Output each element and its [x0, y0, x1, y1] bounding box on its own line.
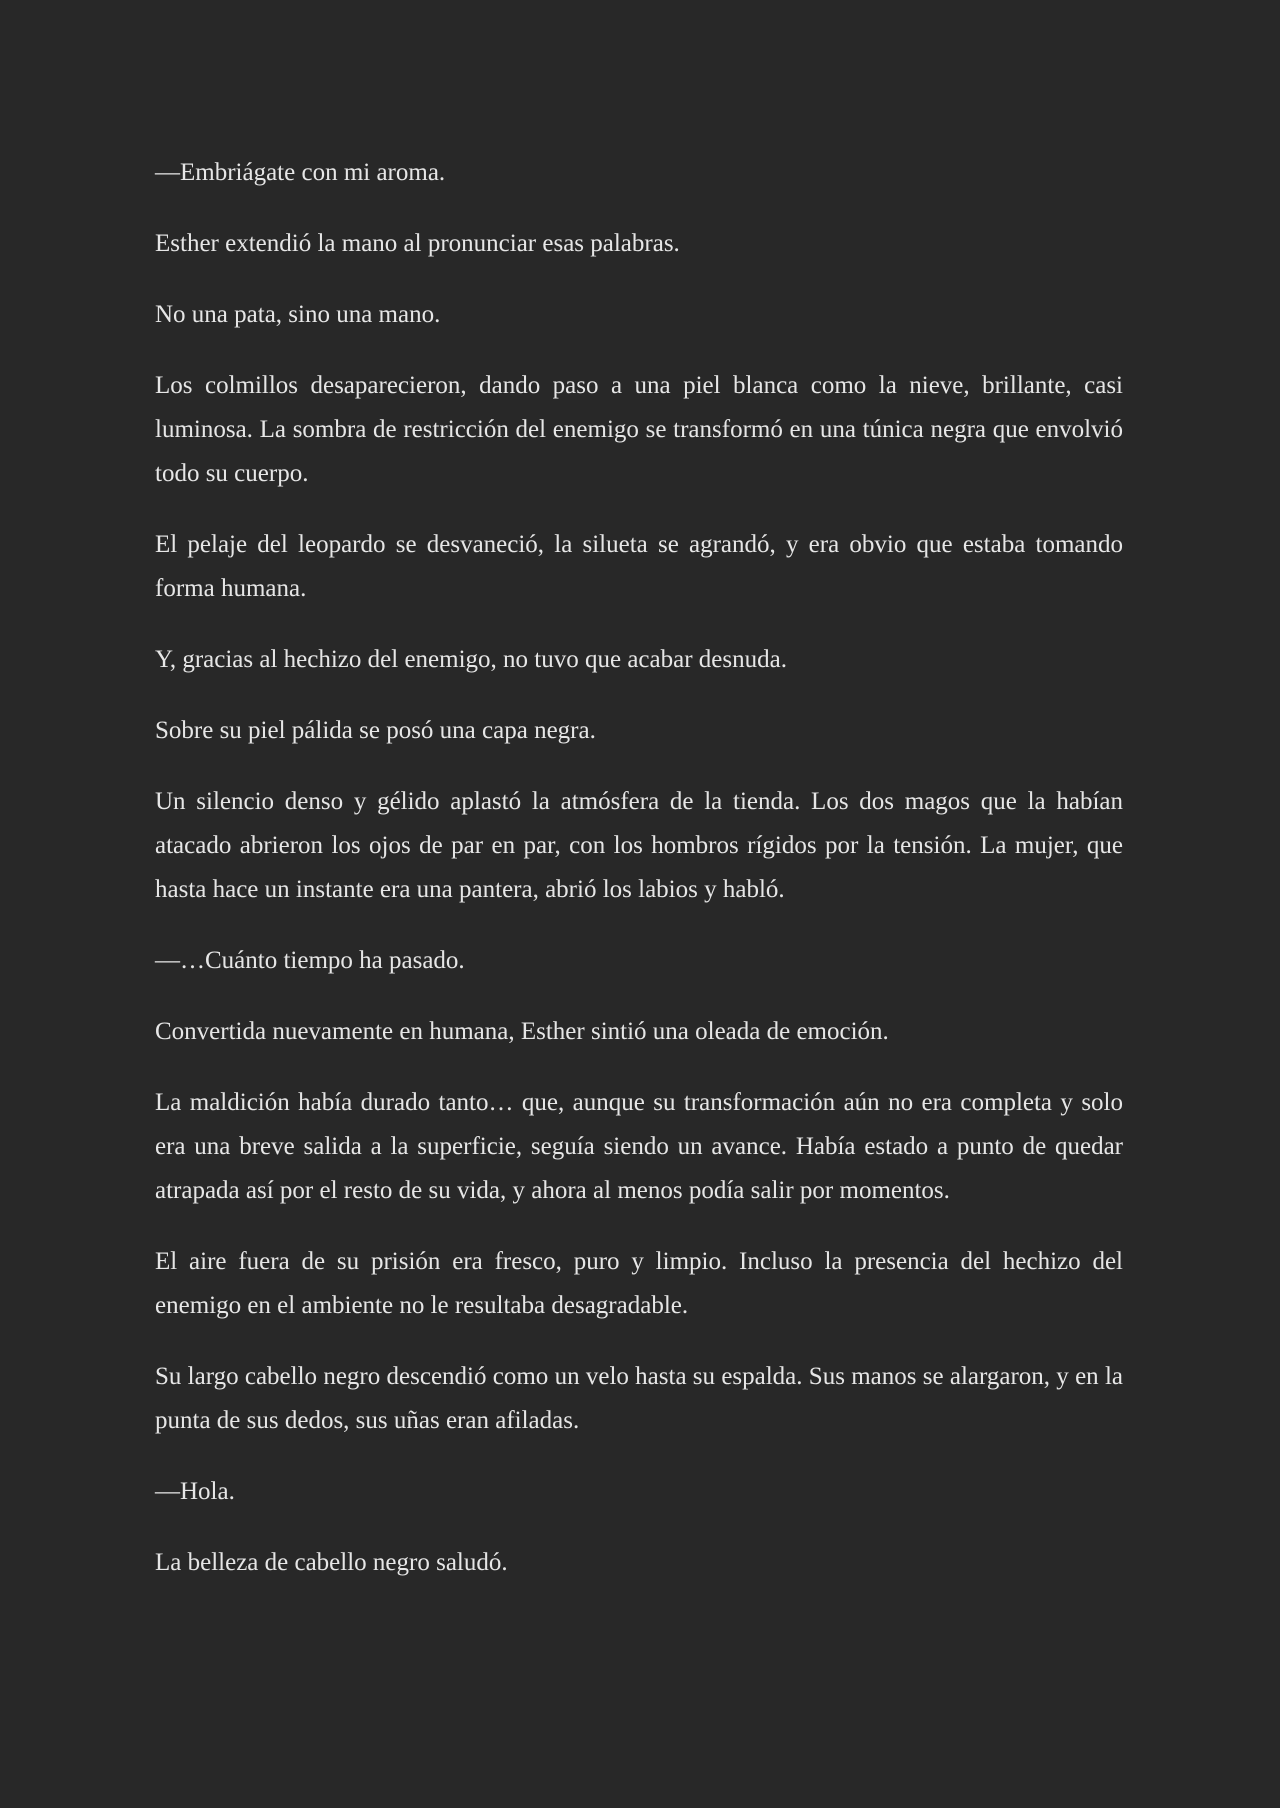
- paragraph: —Hola.: [155, 1478, 235, 1505]
- paragraph: Un silencio denso y gélido aplastó la atmósfera de la tienda. Los dos magos que la habían atacado abrieron los ojos de par en par, con los hombros rígidos por la tensión. La mujer, que hasta hace un instante era una pantera, abrió los labios y habló.: [155, 788, 1123, 903]
- paragraph: —…Cuánto tiempo ha pasado.: [155, 947, 465, 974]
- paragraph: —Embriágate con mi aroma.: [155, 159, 446, 186]
- paragraph: Convertida nuevamente en humana, Esther sintió una oleada de emoción.: [155, 1018, 889, 1045]
- paragraph: Su largo cabello negro descendió como un velo hasta su espalda. Sus manos se alargaron, y en la punta de sus dedos, sus uñas eran afiladas.: [155, 1363, 1123, 1434]
- chapter-text: [155, 151, 1123, 1612]
- paragraph: El pelaje del leopardo se desvaneció, la silueta se agrandó, y era obvio que estaba tomando forma humana.: [155, 531, 1123, 602]
- paragraph: El aire fuera de su prisión era fresco, puro y limpio. Incluso la presencia del hechizo del enemigo en el ambiente no le resultaba desagradable.: [155, 1248, 1123, 1319]
- paragraph: La belleza de cabello negro saludó.: [155, 1549, 508, 1576]
- paragraph: Esther extendió la mano al pronunciar esas palabras.: [155, 230, 680, 257]
- paragraph: Sobre su piel pálida se posó una capa negra.: [155, 717, 596, 744]
- paragraph: Y, gracias al hechizo del enemigo, no tuvo que acabar desnuda.: [155, 646, 787, 673]
- paragraph: No una pata, sino una mano.: [155, 301, 441, 328]
- paragraph: La maldición había durado tanto… que, aunque su transformación aún no era completa y solo era una breve salida a la superficie, seguía siendo un avance. Había estado a punto de quedar atrapada así por el resto de su vida, y ahora al menos podía salir por momentos.: [155, 1089, 1123, 1204]
- paragraph: Los colmillos desaparecieron, dando paso a una piel blanca como la nieve, brillante, casi luminosa. La sombra de restricción del enemigo se transformó en una túnica negra que envolvió todo su cuerpo.: [155, 372, 1123, 487]
